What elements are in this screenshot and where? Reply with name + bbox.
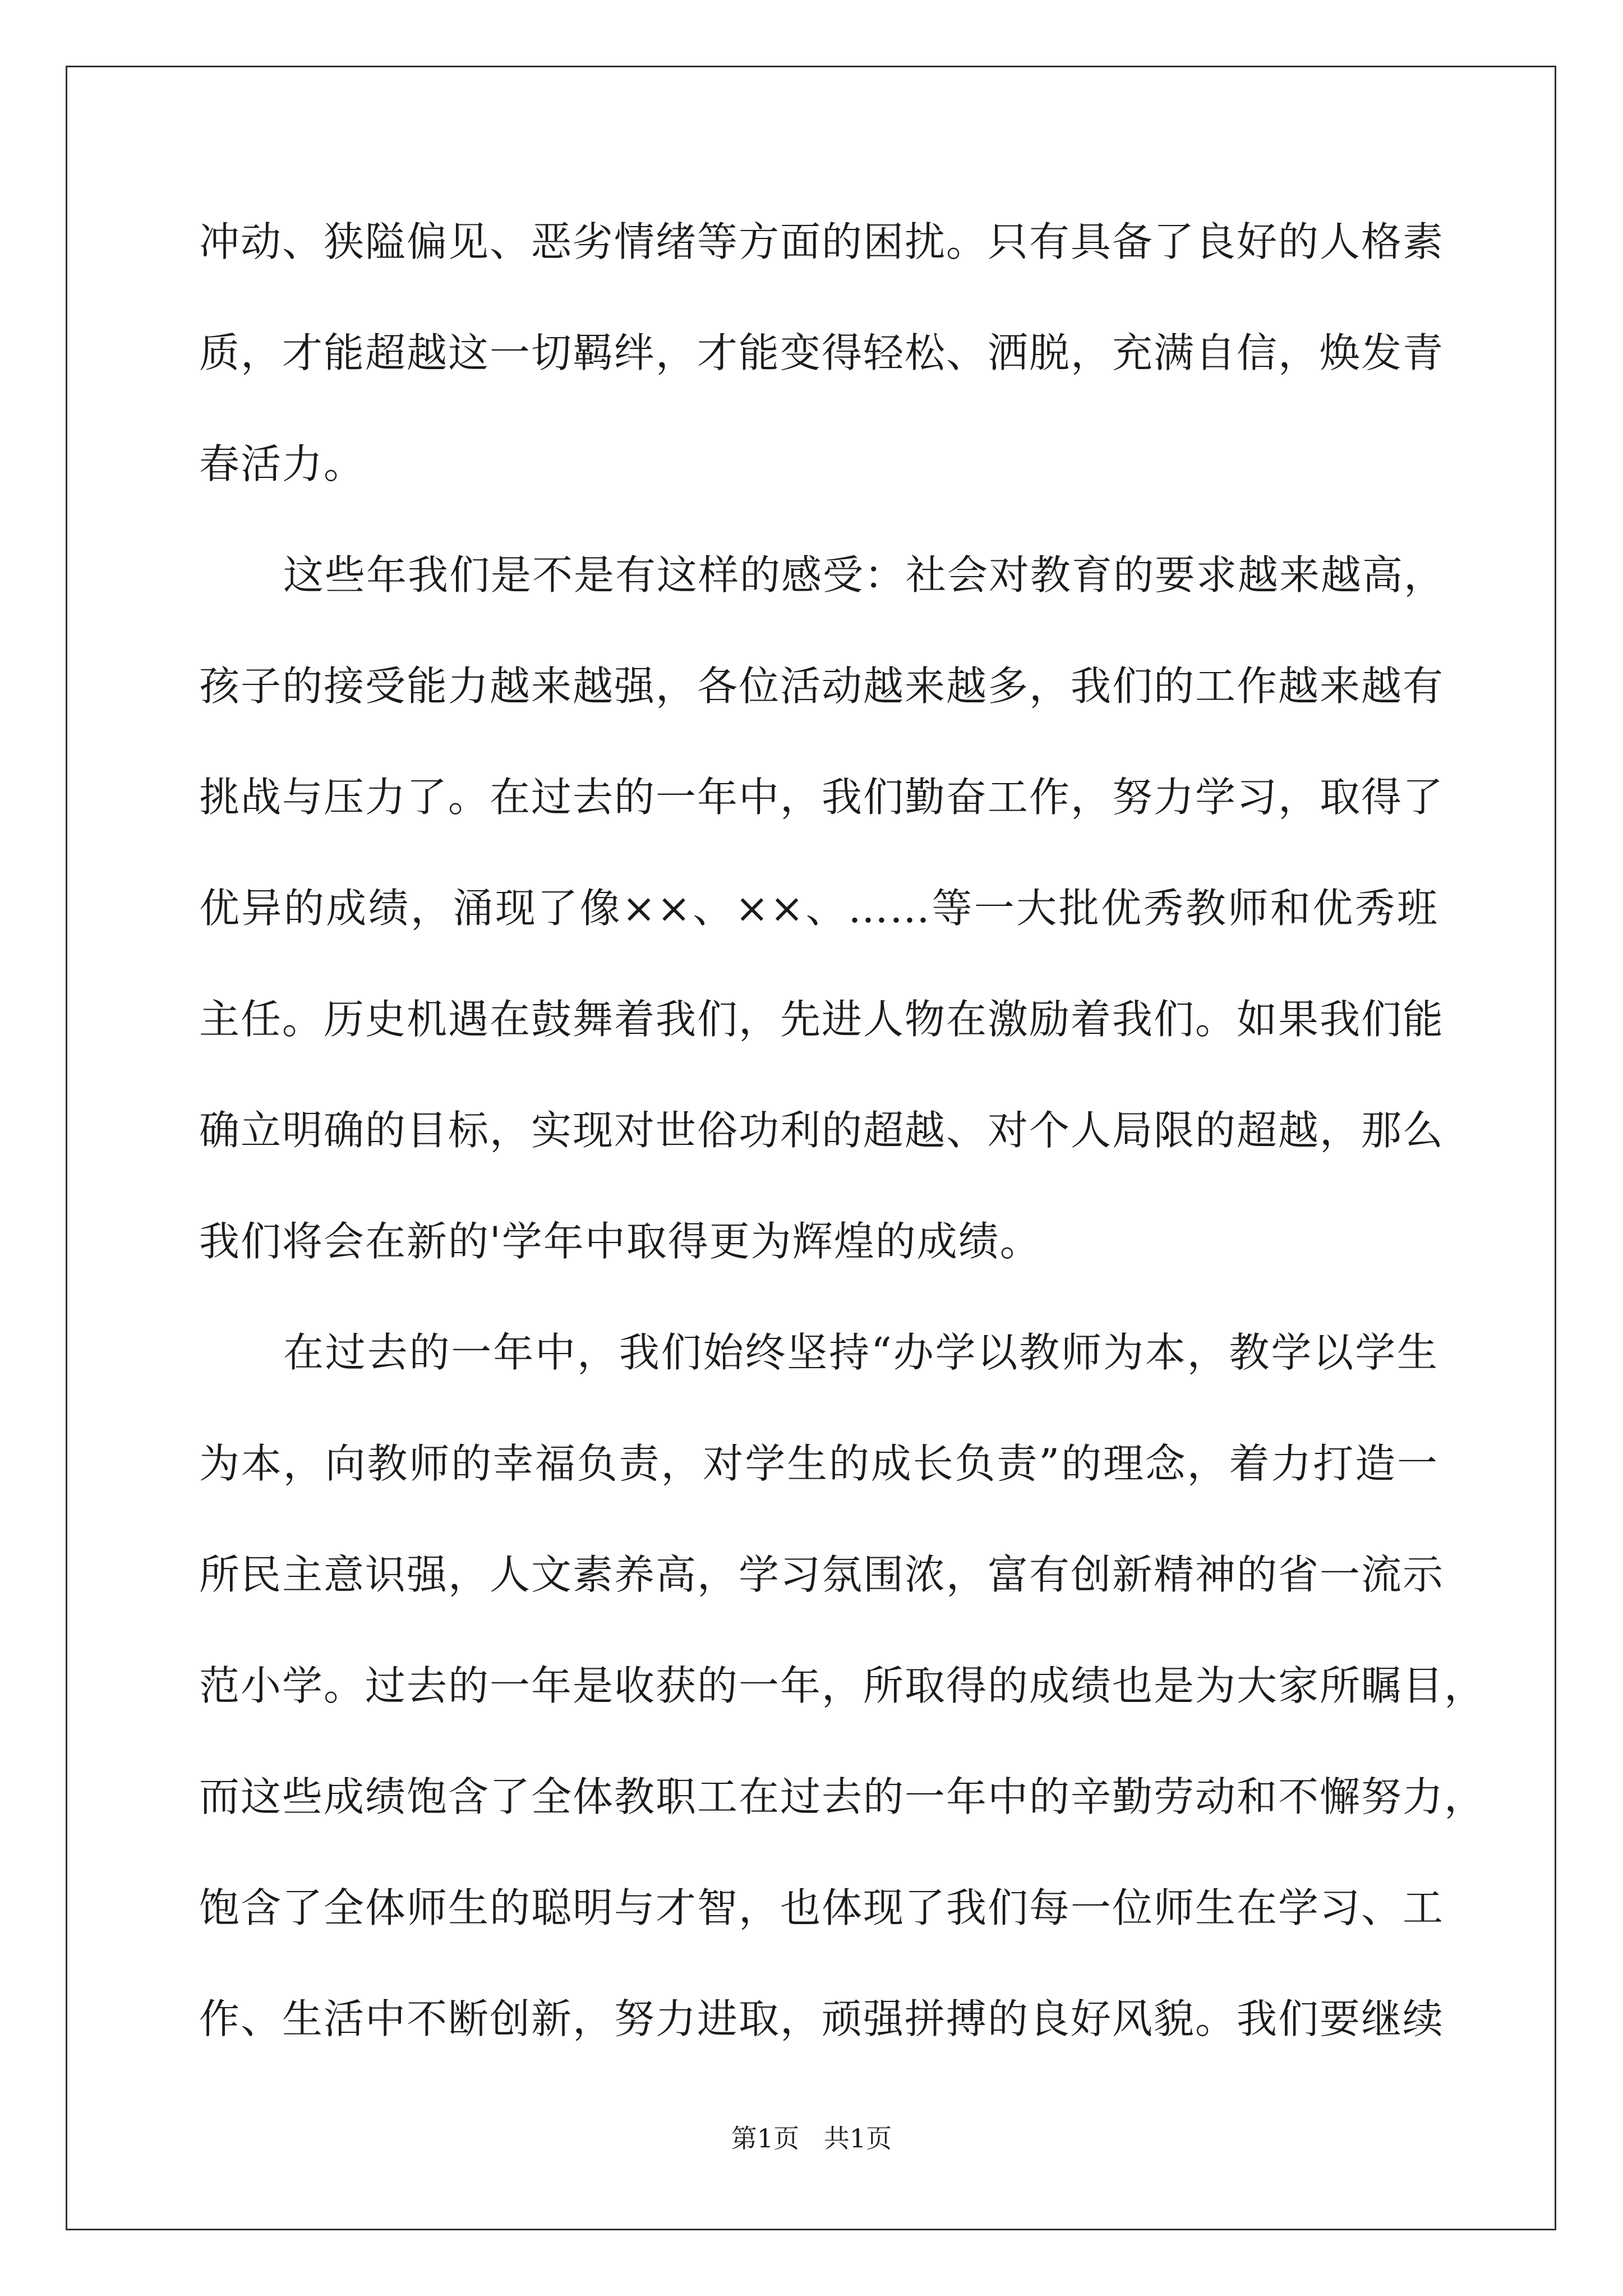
text-line: 饱含了全体师生的聪明与才智，也体现了我们每一位师生在学习、工 bbox=[199, 1884, 1445, 1931]
text-line: 孩子的接受能力越来越强，各位活动越来越多，我们的工作越来越有 bbox=[199, 662, 1445, 710]
text-line: 所民主意识强，人文素养高，学习氛围浓，富有创新精神的省一流示 bbox=[199, 1551, 1445, 1598]
text-line: 冲动、狭隘偏见、恶劣情绪等方面的困扰。只有具备了良好的人格素 bbox=[199, 218, 1445, 265]
text-line: 主任。历史机遇在鼓舞着我们，先进人物在激励着我们。如果我们能 bbox=[199, 996, 1445, 1043]
text-line: 春活力。 bbox=[199, 440, 366, 487]
text-line: 作、生活中不断创新，努力进取，顽强拼搏的良好风貌。我们要继续 bbox=[199, 1995, 1445, 2042]
text-line: 确立明确的目标，实现对世俗功利的超越、对个人局限的超越，那么 bbox=[199, 1107, 1445, 1154]
text-line: 而这些成绩饱含了全体教职工在过去的一年中的辛勤劳动和不懈努力， bbox=[199, 1773, 1486, 1820]
text-line: 质，才能超越这一切羁绊，才能变得轻松、洒脱，充满自信，焕发青 bbox=[199, 329, 1445, 376]
text-line: 优异的成绩，涌现了像××、××、……等一大批优秀教师和优秀班 bbox=[199, 885, 1438, 932]
paragraph-start-line: 在过去的一年中，我们始终坚持“办学以教师为本，教学以学生 bbox=[283, 1329, 1438, 1376]
text-line: 为本，向教师的幸福负责，对学生的成长负责”的理念，着力打造一 bbox=[199, 1440, 1438, 1487]
body-text bbox=[199, 209, 1486, 2097]
page-footer: 第1页 共1页 bbox=[731, 2123, 892, 2154]
paragraph-start-line: 这些年我们是不是有这样的感受：社会对教育的要求越来越高， bbox=[283, 551, 1446, 599]
text-line: 范小学。过去的一年是收获的一年，所取得的成绩也是为大家所瞩目， bbox=[199, 1662, 1486, 1709]
text-line: 我们将会在新的'学年中取得更为辉煌的成绩。 bbox=[199, 1218, 1041, 1265]
text-line: 挑战与压力了。在过去的一年中，我们勤奋工作，努力学习，取得了 bbox=[199, 774, 1445, 821]
